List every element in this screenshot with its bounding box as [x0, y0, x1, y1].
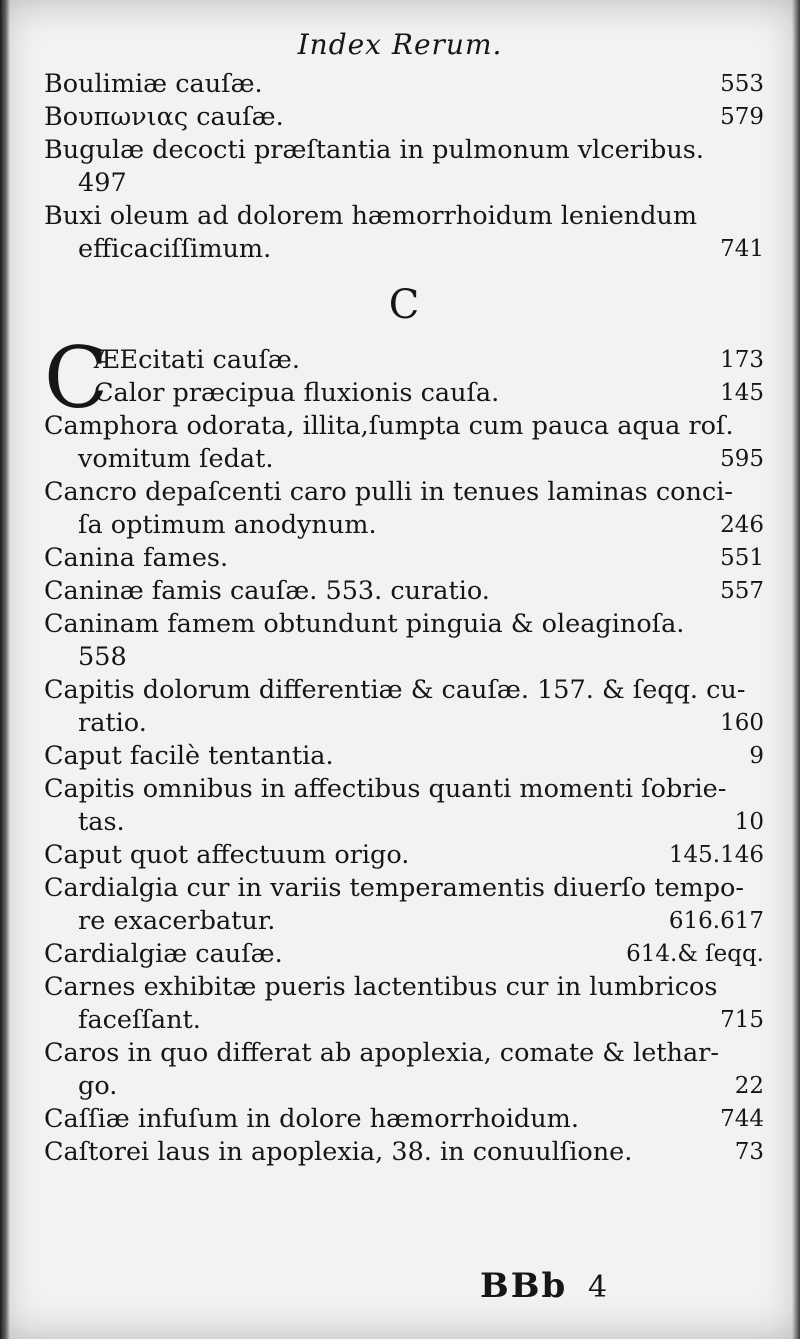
entry-text: Boulimiæ cauſæ.: [44, 69, 263, 99]
entry-text: Caſtorei laus in apoplexia, 38. in conuulſione.: [44, 1137, 633, 1167]
entry-text: Capitis omnibus in affectibus quanti momenti ſobrie-: [44, 774, 727, 804]
entry-text: Bugulæ decocti præſtantia in pulmonum vlceribus.: [44, 135, 704, 165]
entry-text: Capitis dolorum differentiæ & cauſæ. 157. & ſeqq. cu-: [44, 675, 746, 705]
running-head: Index Rerum.: [297, 28, 503, 61]
entry-text: Camphora odorata, illita,ſumpta cum pauca aqua roſ.: [44, 411, 734, 441]
entry-text: Caros in quo differat ab apoplexia, comate & lethar-: [44, 1038, 719, 1068]
entry-text: Carnes exhibitæ pueris lactentibus cur in lumbricos: [44, 972, 718, 1002]
entry-text: Caput facilè tentantia.: [44, 741, 334, 771]
entry-text: Buxi oleum ad dolorem hæmorrhoidum leniendum: [44, 201, 698, 231]
page-reference: 145: [720, 380, 764, 406]
page-reference: 551: [720, 545, 764, 571]
index-entry: [44, 1136, 764, 1169]
page-reference: 173: [720, 347, 764, 373]
entry-text: Βουπωνιας cauſæ.: [44, 102, 284, 132]
page-reference: 715: [720, 1007, 764, 1033]
page-reference: 616.617: [668, 908, 764, 934]
index-entries: [44, 68, 764, 1169]
page-reference: 558: [78, 642, 127, 672]
page-reference: 595: [720, 446, 764, 472]
entry-text: Cardialgia cur in variis temperamentis diuerſo tempo-: [44, 873, 745, 903]
index-entry: [44, 1103, 764, 1136]
index-entry: [44, 200, 764, 266]
page-reference: 9: [749, 743, 764, 769]
index-entry: [44, 101, 764, 134]
entry-text: ÆEcitati cauſæ.: [94, 345, 300, 375]
index-entry: [44, 410, 764, 476]
page-reference: 10: [734, 809, 764, 835]
index-entry: [44, 839, 764, 872]
index-entry: [44, 773, 764, 839]
index-entry: [44, 1037, 764, 1103]
entry-text: Cardialgiæ cauſæ.: [44, 939, 283, 969]
page-shadow-left: [0, 0, 10, 1339]
entry-text: Calor præcipua fluxionis cauſa.: [94, 378, 500, 408]
entry-text-continued: tas.: [78, 807, 125, 837]
index-entry: [44, 740, 764, 773]
entry-text: Caput quot affectuum origo.: [44, 840, 410, 870]
page-reference: 579: [720, 104, 764, 130]
page-reference: 73: [734, 1139, 764, 1165]
entry-text-continued: faceſſant.: [78, 1005, 201, 1035]
page-reference: 557: [720, 578, 764, 604]
signature-mark: BBb: [480, 1266, 568, 1306]
index-entry: [44, 872, 764, 938]
entry-text-continued: ſa optimum anodynum.: [78, 510, 377, 540]
entry-text-continued: go.: [78, 1071, 118, 1101]
index-entry: [44, 938, 764, 971]
page-reference: 553: [720, 71, 764, 97]
entry-text: Caninæ famis cauſæ. 553. curatio.: [44, 576, 490, 606]
page-reference: 22: [734, 1073, 764, 1099]
drop-cap: C: [44, 329, 109, 427]
index-entry: [44, 68, 764, 101]
page-reference: 497: [78, 168, 127, 198]
entry-text-continued: efficaciſſimum.: [78, 234, 272, 264]
page-reference: 246: [720, 512, 764, 538]
entry-text: Caninam famem obtundunt pinguia & oleaginoſa.: [44, 609, 685, 639]
page-reference: 160: [720, 710, 764, 736]
signature-number: 4: [588, 1270, 608, 1305]
index-entry: [44, 608, 764, 674]
index-entry: [44, 377, 764, 410]
entry-text: Canina fames.: [44, 543, 229, 573]
entry-text-continued: re exacerbatur.: [78, 906, 276, 936]
entry-text-continued: ratio.: [78, 708, 147, 738]
index-entry: [44, 476, 764, 542]
index-entry: [44, 674, 764, 740]
page-reference: 741: [720, 236, 764, 262]
entry-text: Caſſiæ infuſum in dolore hæmorrhoidum.: [44, 1104, 579, 1134]
page-reference: 145.146: [668, 842, 764, 868]
section-letter: C: [388, 282, 420, 328]
entry-text-continued: vomitum ſedat.: [78, 444, 274, 474]
page-reference: 614.& ſeqq.: [626, 941, 764, 967]
entry-text: Cancro depaſcenti caro pulli in tenues laminas conci-: [44, 477, 733, 507]
index-entry: [44, 971, 764, 1037]
index-entry: [44, 575, 764, 608]
index-entry: [44, 542, 764, 575]
page-reference: 744: [720, 1106, 764, 1132]
page-shadow-right: [792, 0, 800, 1339]
index-entry: [44, 134, 764, 200]
